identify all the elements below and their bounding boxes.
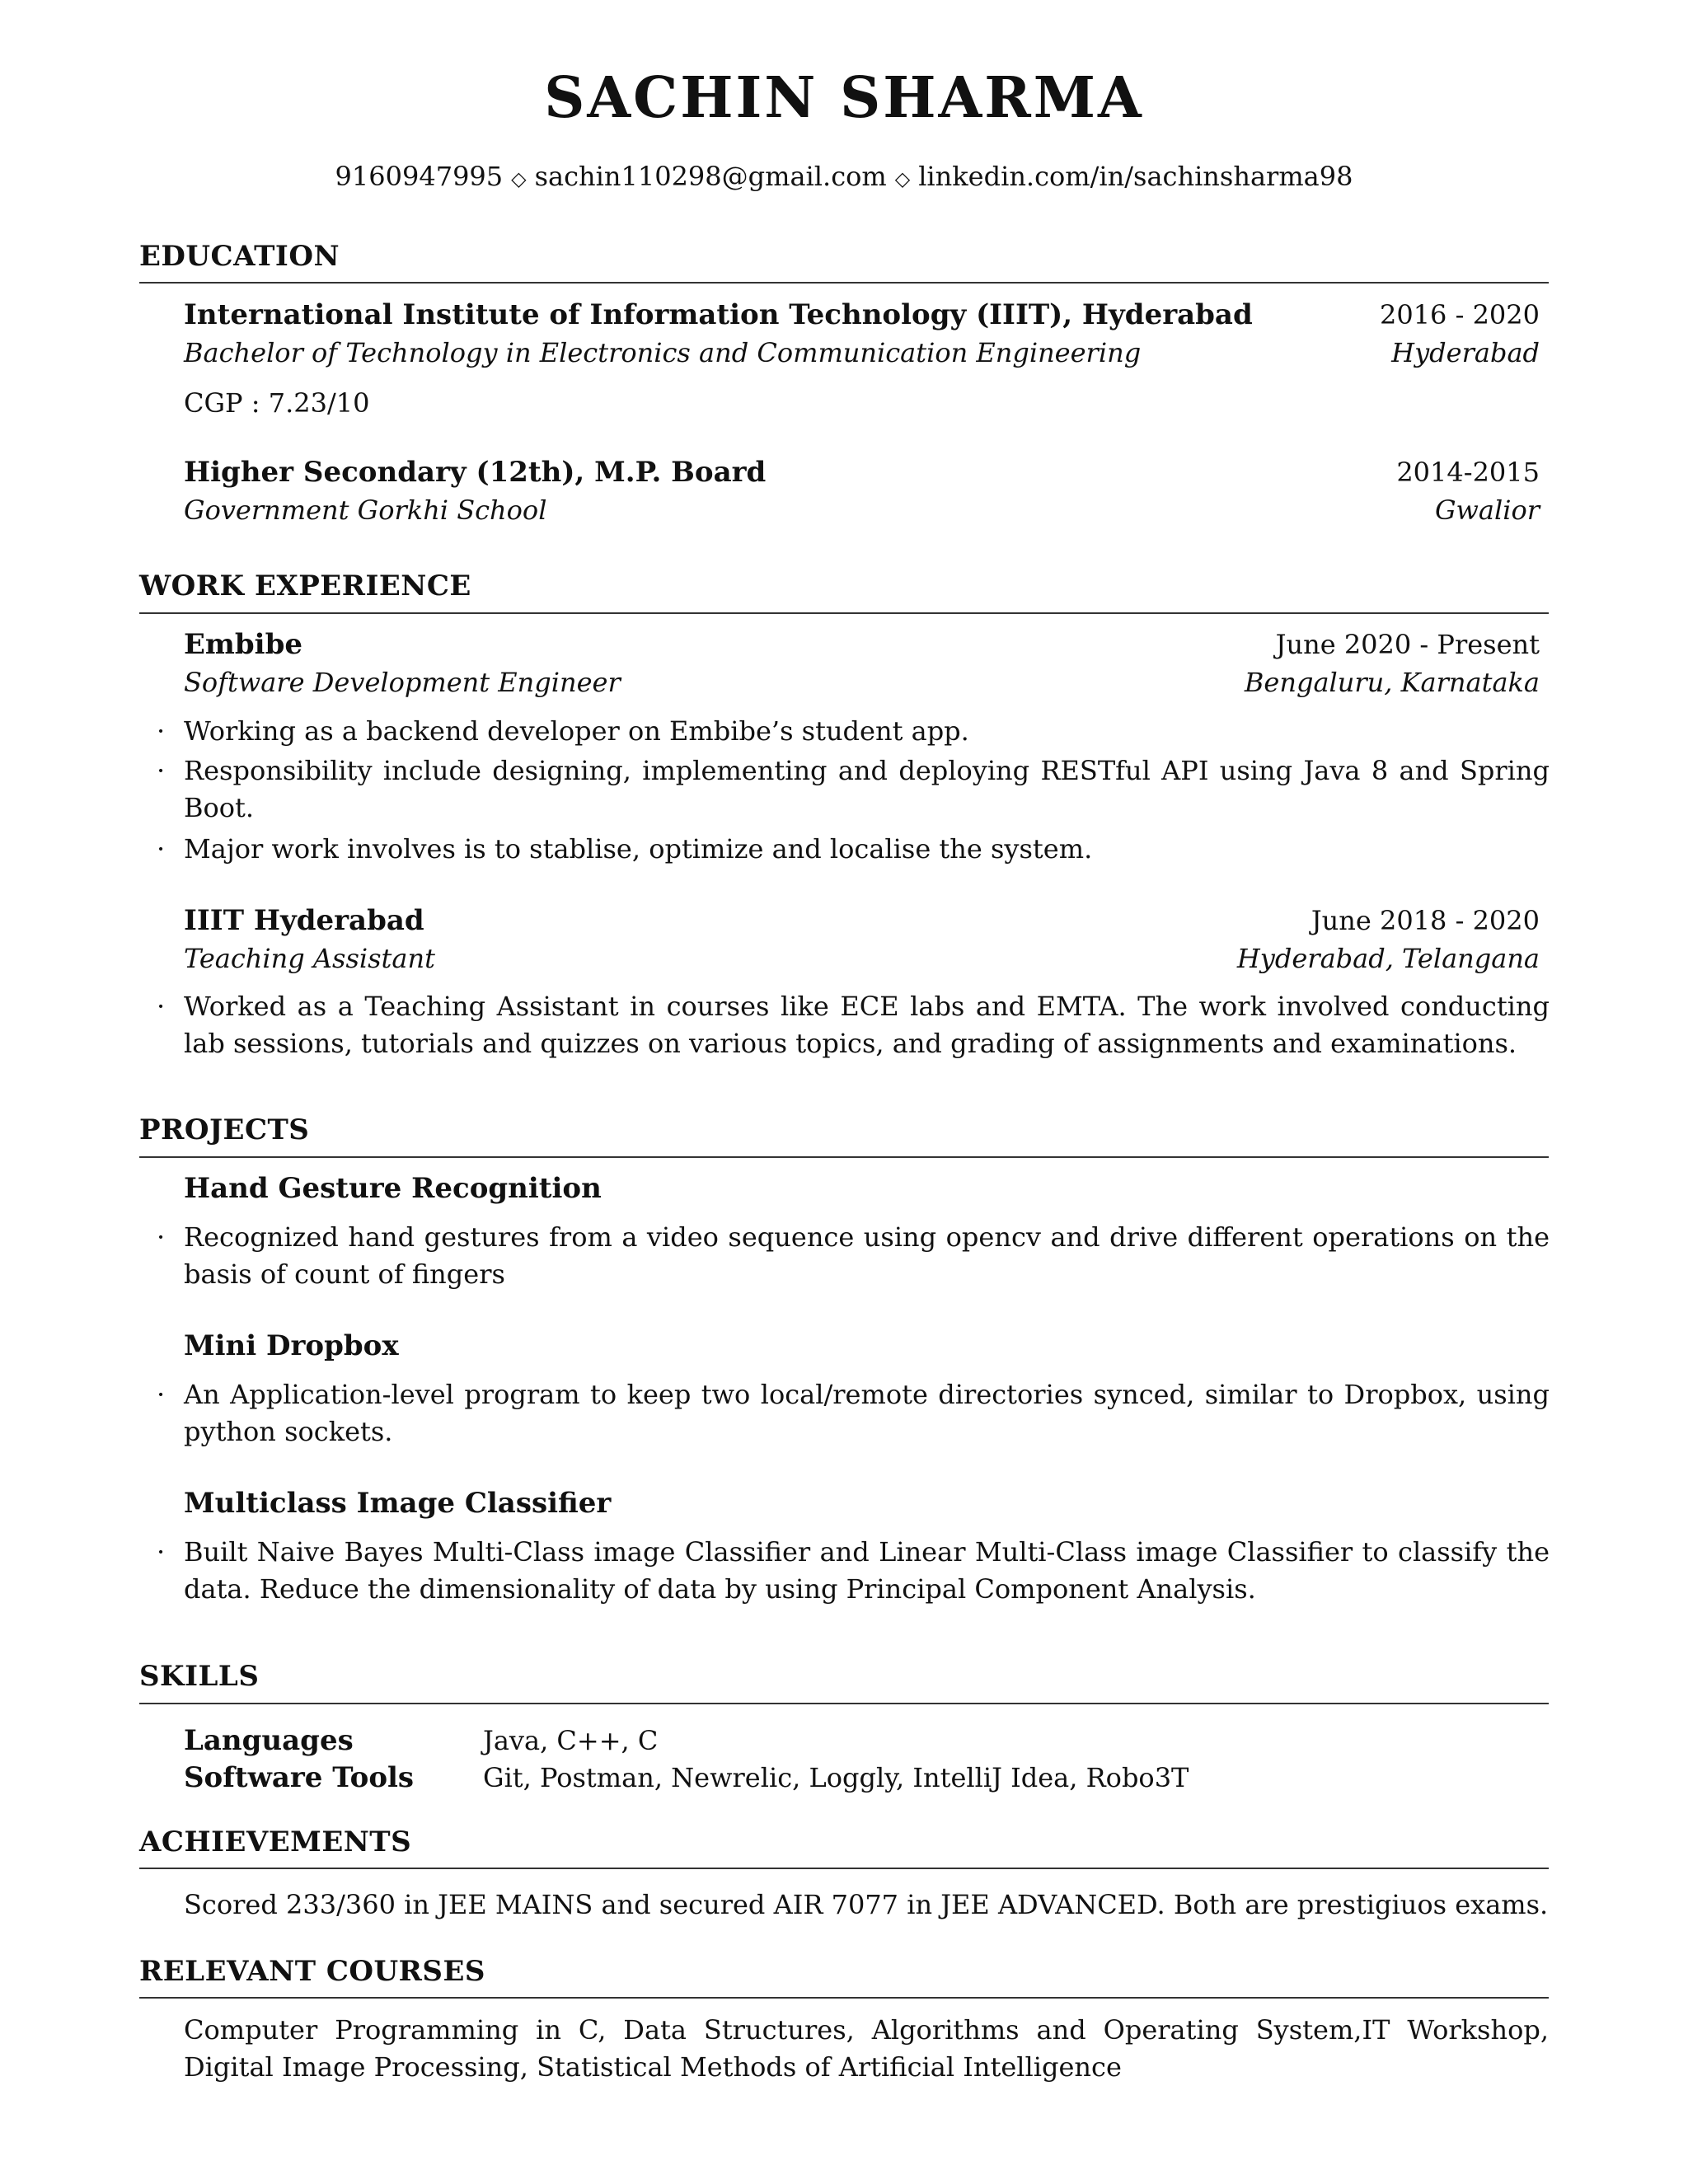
work-dates: June 2018 - 2020 xyxy=(1311,905,1540,936)
list-item xyxy=(157,831,1550,868)
work-entry-subheader xyxy=(184,664,1540,701)
skill-label: Software Tools xyxy=(184,1761,415,1794)
skill-label: Languages xyxy=(184,1724,354,1757)
bullet-text: An Application-level program to keep two local/remote directories synced, similar to Dropbox, using python sockets. xyxy=(184,1379,1550,1447)
contact-line xyxy=(0,158,1688,197)
separator-diamond-icon: ◇ xyxy=(894,167,911,190)
education-entry-header xyxy=(184,454,1540,490)
candidate-name: SACHIN SHARMA xyxy=(544,65,1144,131)
project-title-row xyxy=(184,1170,1540,1207)
bullet-dot-icon: · xyxy=(157,1379,166,1410)
education-dates: 2016 - 2020 xyxy=(1379,299,1540,330)
bullet-text: Major work involves is to stablise, optimize and localise the system. xyxy=(184,833,1093,865)
list-item xyxy=(157,713,1550,750)
education-entry-header xyxy=(184,297,1540,333)
courses-text: Computer Programming in C, Data Structures, Algorithms and Operating System,IT Workshop, Digital Image Processing, Statistical Methods of Artificial Intelligence xyxy=(184,2014,1549,2083)
education-location: Gwalior xyxy=(1434,494,1540,526)
work-company: IIIT Hyderabad xyxy=(184,904,424,937)
education-institution: International Institute of Information Technology (IIIT), Hyderabad xyxy=(184,298,1253,331)
bullet-dot-icon: · xyxy=(157,1536,166,1568)
section-divider xyxy=(139,1868,1549,1869)
work-location: Bengaluru, Karnataka xyxy=(1244,667,1540,698)
linkedin-link[interactable]: linkedin.com/in/sachinsharma98 xyxy=(918,161,1353,192)
skill-value: Git, Postman, Newrelic, Loggly, IntelliJ Idea, Robo3T xyxy=(483,1762,1189,1793)
achievements-text: Scored 233/360 in JEE MAINS and secured AIR 7077 in JEE ADVANCED. Both are prestigiuos exams. xyxy=(184,1889,1549,1920)
email-link[interactable]: sachin110298@gmail.com xyxy=(534,161,887,192)
section-divider xyxy=(139,612,1549,614)
education-degree: Bachelor of Technology in Electronics and Communication Engineering xyxy=(184,337,1142,368)
bullet-text: Worked as a Teaching Assistant in courses like ECE labs and EMTA. The work involved conducting lab sessions, tutorials and quizzes on various topics, and grading of assignments and examinations. xyxy=(184,991,1550,1059)
work-entry-header xyxy=(184,902,1540,939)
bullet-dot-icon: · xyxy=(157,1221,166,1253)
work-dates: June 2020 - Present xyxy=(1275,629,1540,660)
bullet-dot-icon: · xyxy=(157,833,166,865)
education-cgpa: CGP : 7.23/10 xyxy=(184,387,370,419)
list-item xyxy=(157,1534,1550,1608)
work-role: Teaching Assistant xyxy=(184,943,435,974)
bullet-dot-icon: · xyxy=(157,755,166,786)
project-name: Hand Gesture Recognition xyxy=(184,1172,602,1205)
list-item xyxy=(157,752,1550,827)
skill-row xyxy=(184,1759,1540,1797)
bullet-text: Recognized hand gestures from a video sequence using opencv and drive different operations on the basis of count of fingers xyxy=(184,1221,1550,1290)
project-title-row xyxy=(184,1485,1540,1521)
section-title-relevant-courses: RELEVANT COURSES xyxy=(139,1955,485,1988)
education-school: Government Gorkhi School xyxy=(184,494,547,526)
list-item xyxy=(157,988,1550,1062)
list-item xyxy=(157,1376,1550,1451)
bullet-dot-icon: · xyxy=(157,991,166,1022)
work-entry-header xyxy=(184,626,1540,663)
section-title-education: EDUCATION xyxy=(139,240,340,273)
section-divider xyxy=(139,1156,1549,1158)
work-entry-subheader xyxy=(184,940,1540,977)
education-institution: Higher Secondary (12th), M.P. Board xyxy=(184,456,767,489)
education-entry-subheader xyxy=(184,492,1540,528)
section-divider xyxy=(139,1997,1549,1999)
education-dates: 2014-2015 xyxy=(1396,457,1540,488)
skill-row xyxy=(184,1722,1540,1760)
section-divider xyxy=(139,1703,1549,1704)
work-role: Software Development Engineer xyxy=(184,667,621,698)
section-title-skills: SKILLS xyxy=(139,1660,260,1693)
skill-value: Java, C++, C xyxy=(483,1725,659,1756)
separator-diamond-icon: ◇ xyxy=(511,167,527,190)
bullet-text: Responsibility include designing, implementing and deploying RESTful API using Java 8 and Spring Boot. xyxy=(184,755,1550,823)
section-title-projects: PROJECTS xyxy=(139,1113,310,1146)
education-location: Hyderabad xyxy=(1391,337,1540,368)
section-title-work-experience: WORK EXPERIENCE xyxy=(139,569,471,602)
phone-number: 9160947995 xyxy=(335,161,504,192)
education-entry-subheader xyxy=(184,335,1540,371)
work-company: Embibe xyxy=(184,628,302,661)
section-title-achievements: ACHIEVEMENTS xyxy=(139,1825,412,1858)
bullet-text: Working as a backend developer on Embibe’s student app. xyxy=(184,715,969,747)
list-item xyxy=(157,1219,1550,1293)
project-name: Mini Dropbox xyxy=(184,1329,399,1362)
work-location: Hyderabad, Telangana xyxy=(1236,943,1540,974)
project-title-row xyxy=(184,1328,1540,1364)
project-name: Multiclass Image Classifier xyxy=(184,1487,612,1520)
bullet-dot-icon: · xyxy=(157,715,166,747)
bullet-text: Built Naive Bayes Multi-Class image Classifier and Linear Multi-Class image Classifier to classify the data. Reduce the dimensionality of data by using Principal Component Analysis. xyxy=(184,1536,1550,1605)
section-divider xyxy=(139,282,1549,284)
